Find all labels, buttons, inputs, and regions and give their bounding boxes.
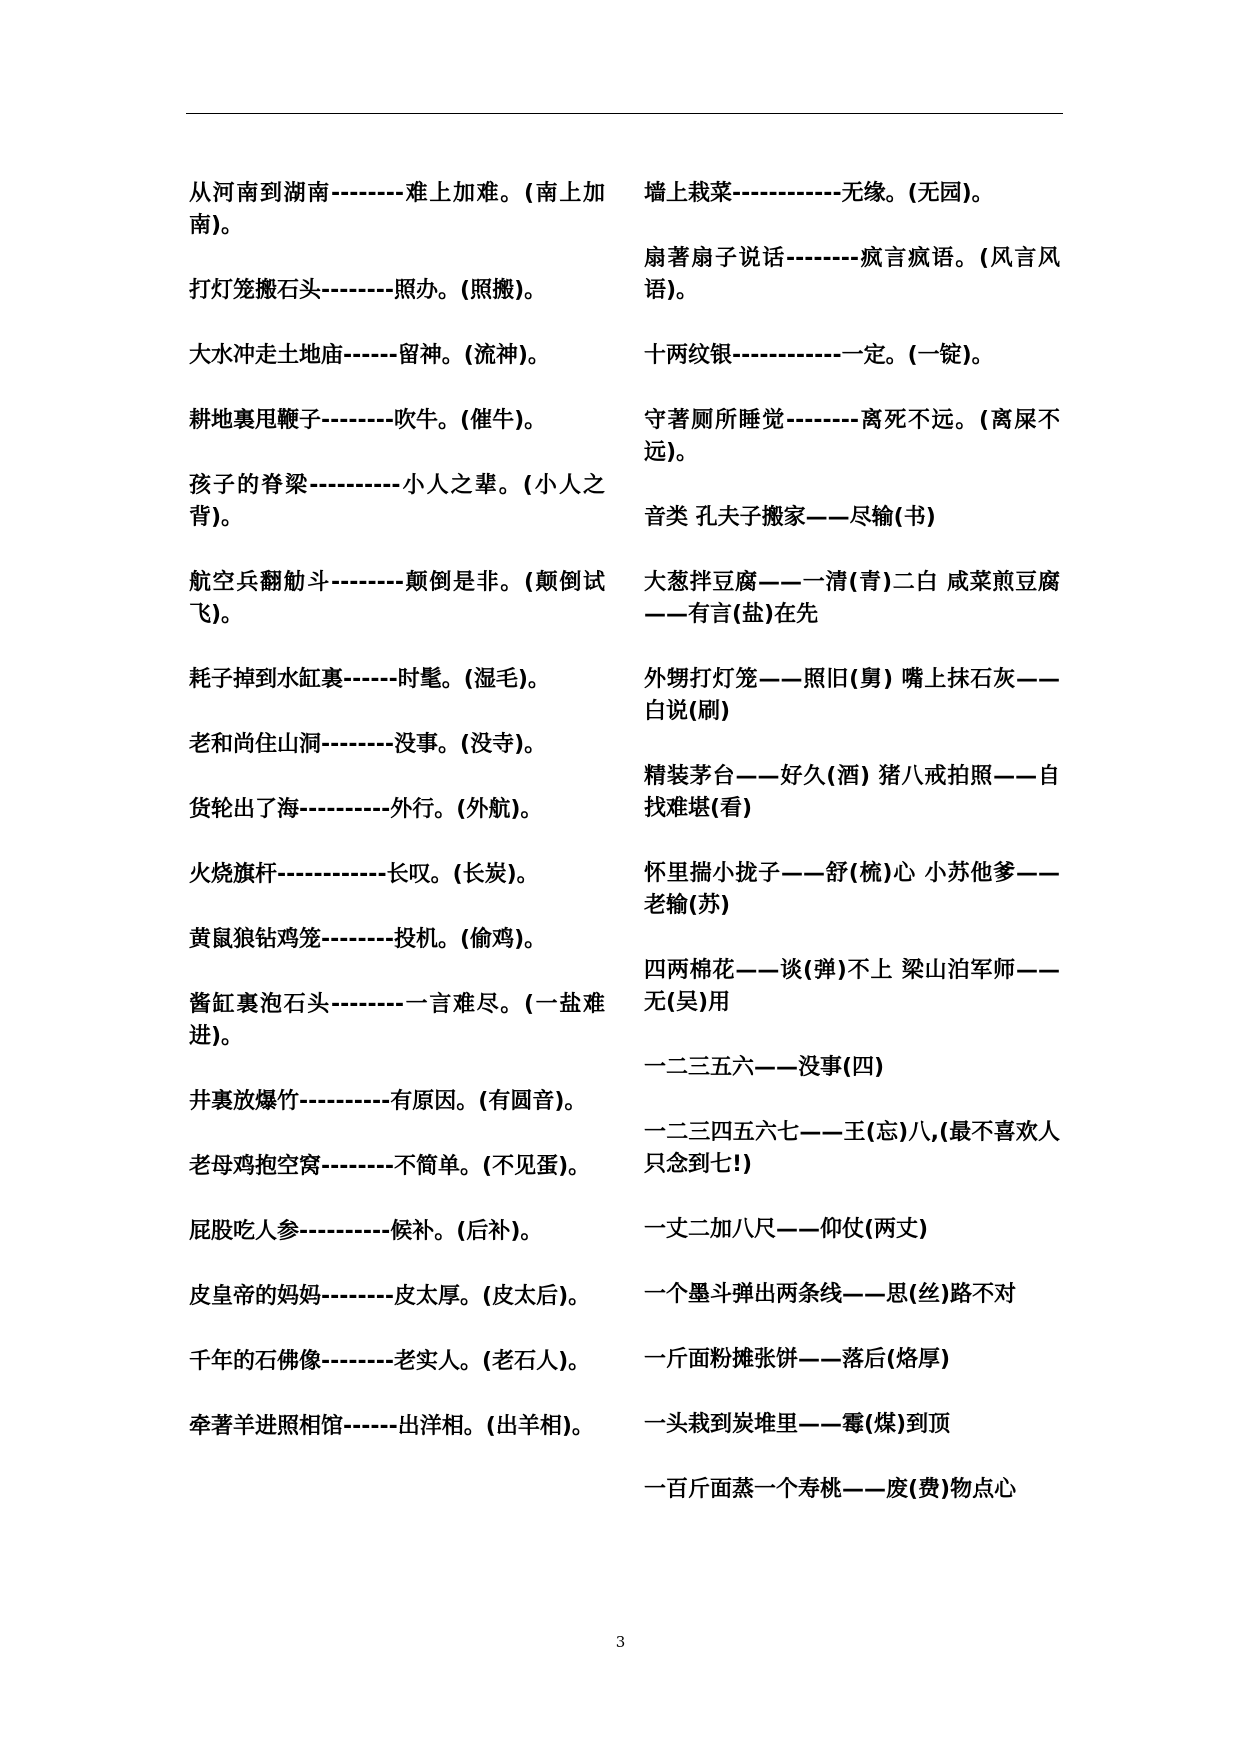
- list-item: 千年的石佛像--------老实人。(老石人)。: [189, 1349, 591, 1374]
- list-item: 一二三五六——没事(四): [644, 1055, 885, 1080]
- list-item: 大葱拌豆腐——一清(青)二白 咸菜煎豆腐——有言(盐)在先: [644, 570, 1060, 627]
- list-item: 火烧旗杆------------长叹。(长炭)。: [189, 862, 539, 887]
- list-item: 老母鸡抱空窝--------不简单。(不见蛋)。: [189, 1154, 591, 1179]
- list-item: 怀里揣小拢子——舒(梳)心 小苏他爹——老输(苏): [644, 861, 1060, 918]
- right-column: [644, 178, 1060, 1539]
- list-item: 从河南到湖南--------难上加难。(南上加南)。: [189, 181, 605, 238]
- list-item: 一头栽到炭堆里——霉(煤)到顶: [644, 1412, 951, 1437]
- list-item: 墙上栽菜------------无缘。(无园)。: [644, 181, 994, 206]
- list-item: 屁股吃人参----------候补。(后补)。: [189, 1219, 543, 1244]
- list-item: 一丈二加八尺——仰仗(两丈): [644, 1217, 929, 1242]
- list-item: 音类 孔夫子搬家——尽输(书): [644, 505, 936, 530]
- list-item: 一个墨斗弹出两条线——思(丝)路不对: [644, 1282, 1017, 1307]
- list-item: 一百斤面蒸一个寿桃——废(费)物点心: [644, 1477, 1017, 1502]
- list-item: 耕地裏甩鞭子--------吹牛。(催牛)。: [189, 408, 547, 433]
- list-item: 大水冲走土地庙------留神。(流神)。: [189, 343, 550, 368]
- list-item: 精装茅台——好久(酒) 猪八戒拍照——自找难堪(看): [644, 764, 1060, 821]
- list-item: 四两棉花——谈(弹)不上 梁山泊军师——无(吴)用: [644, 958, 1060, 1015]
- list-item: 耗子掉到水缸裏------时髦。(湿毛)。: [189, 667, 550, 692]
- left-column: [189, 178, 605, 1476]
- list-item: 井裏放爆竹----------有原因。(有圆音)。: [189, 1089, 587, 1114]
- list-item: 外甥打灯笼——照旧(舅) 嘴上抹石灰——白说(刷): [644, 667, 1060, 724]
- list-item: 扇著扇子说话--------疯言疯语。(风言风语)。: [644, 246, 1060, 303]
- list-item: 黄鼠狼钻鸡笼--------投机。(偷鸡)。: [189, 927, 547, 952]
- list-item: 酱缸裏泡石头--------一言难尽。(一盐难进)。: [189, 992, 605, 1049]
- list-item: 孩子的脊梁----------小人之辈。(小人之背)。: [189, 473, 605, 530]
- list-item: 打灯笼搬石头--------照办。(照搬)。: [189, 278, 547, 303]
- list-item: 十两纹银------------一定。(一锭)。: [644, 343, 994, 368]
- header-rule: [186, 113, 1063, 114]
- list-item: 守著厕所睡觉--------离死不远。(离屎不远)。: [644, 408, 1060, 465]
- list-item: 航空兵翻觔斗--------颠倒是非。(颠倒试飞)。: [189, 570, 605, 627]
- page-number: 3: [615, 1633, 626, 1651]
- list-item: 一斤面粉摊张饼——落后(烙厚): [644, 1347, 951, 1372]
- list-item: 货轮出了海----------外行。(外航)。: [189, 797, 543, 822]
- list-item: 老和尚住山洞--------没事。(没寺)。: [189, 732, 547, 757]
- list-item: 一二三四五六七——王(忘)八,(最不喜欢人只念到七!): [644, 1120, 1060, 1177]
- list-item: 皮皇帝的妈妈--------皮太厚。(皮太后)。: [189, 1284, 591, 1309]
- list-item: 牵著羊进照相馆------出洋相。(出羊相)。: [189, 1414, 594, 1439]
